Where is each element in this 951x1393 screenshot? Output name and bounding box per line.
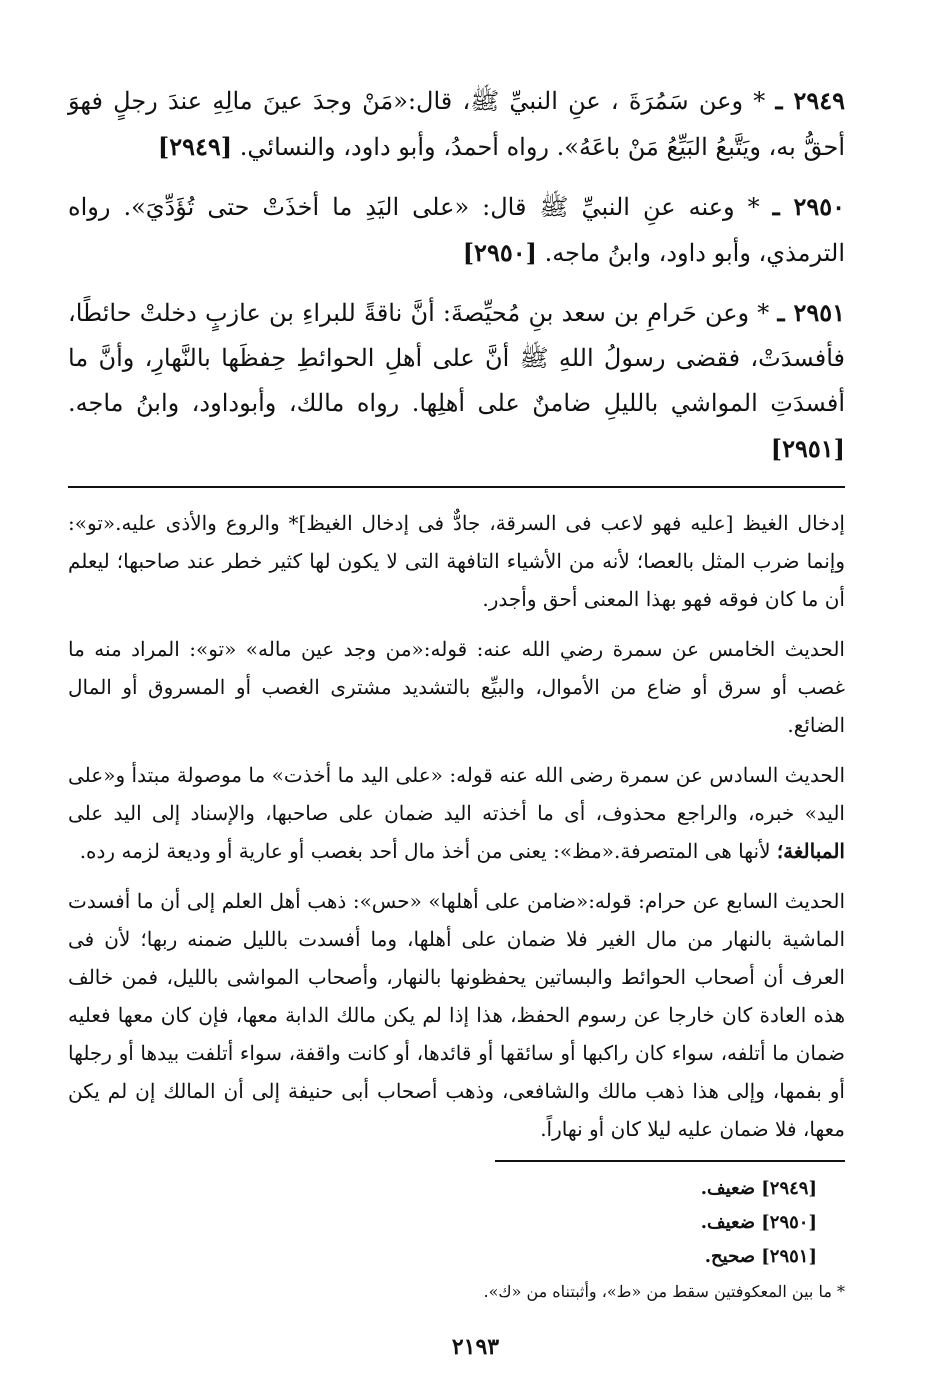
commentary-paragraph: الحديث الخامس عن سمرة رضي الله عنه: قوله:«من وجد عين ماله» «تو»: المراد منه ما غصب أو سرق أو ضاع من الأموال، والبيِّع بالتشديد مشترى الغصب أو المسروق أو المال الضائع.	[68, 637, 845, 737]
footnote-grade: [٢٩٥٠] ضعيف.	[700, 1212, 817, 1233]
footnotes-section	[68, 1172, 845, 1308]
footnote-divider	[495, 1160, 845, 1162]
hadith-text: * وعن سَمُرَةَ ، عنِ النبيِّ ﷺ، قال:«مَنْ وجدَ عينَ مالِهِ عندَ رجلٍ فهوَ أحقُّ به، ويَتَّبعُ البَيِّعُ مَنْ باعَهُ». رواه أحمدُ، وأبو داود، والنسائي.	[68, 87, 845, 161]
commentary-paragraph-sixth	[68, 756, 845, 870]
commentary-bold-term: المبالغة؛	[776, 839, 845, 863]
hadith-number: ٢٩٥١ ـ	[777, 298, 845, 327]
hadith-number: ٢٩٤٩ ـ	[775, 86, 845, 115]
footnote-grade: [٢٩٥١] صحيح.	[704, 1246, 817, 1267]
footnote-editorial-note: * ما بين المعكوفتين سقط من «ط»، وأثبتناه من «ك».	[483, 1282, 845, 1301]
hadith-reference: [٢٩٤٩]	[157, 132, 233, 161]
commentary-paragraph: إدخال الغيظ [عليه فهو لاعب فى السرقة، جادٌّ فى إدخال الغيظ]* والروع والأذى عليه.«تو»: وإنما ضرب المثل بالعصا؛ لأنه من الأشياء التافهة التى لا يكون لها كثير خطر عند صاحبها؛ ليعلم أن ما كان فوقه فهو بهذا المعنى أحق وأجدر.	[68, 511, 845, 611]
hadith-section	[68, 78, 845, 472]
commentary-text: الحديث السادس عن سمرة رضى الله عنه قوله: «على اليد ما أخذت» ما موصولة مبتدأ و«على اليد» خبره، والراجع محذوف، أى ما أخذته اليد ضمان على صاحبها، والإسناد إلى اليد على	[68, 763, 845, 825]
hadith-number: ٢٩٥٠ ـ	[772, 192, 845, 221]
commentary-paragraph: الحديث السابع عن حرام: قوله:«ضامن على أهلها» «حس»: ذهب أهل العلم إلى أن ما أفسدت الماشية بالنهار من مال الغير فلا ضمان على أهلها، وما أفسدت بالليل ضمنه ربها؛ لأن فى العرف أن أصحاب الحوائط والبساتين يحفظونها بالنهار، وأصحاب المواشى بالليل، فمن خالف هذه العادة كان خارجا عن رسوم الحفظ، هذا إذا لم يكن مالك الدابة معها، فإن كان معها فعليه ضمان ما أتلفه، سواء كان راكبها أو سائقها أو قائدها، أو كانت واقفة، سواء أتلفت بيدها أو رجلها أو بفمها، وإلى هذا ذهب مالك والشافعى، وذهب أصحاب أبى حنيفة إلى أن المالك إن لم يكن معها، فلا ضمان عليه ليلا كان أو نهاراً.	[68, 889, 846, 1141]
section-divider	[68, 486, 845, 488]
hadith-reference: [٢٩٥١]	[770, 434, 845, 463]
hadith-text: * وعن حَرامِ بن سعد بنِ مُحيِّصةَ: أنَّ ناقةً للبراءِ بن عازبٍ دخلتْ حائطًا، فأفسدَتْ، فقضى رسولُ اللهِ ﷺ أنَّ على أهلِ الحوائطِ حِفظَها بالنَّهارِ، وأنَّ ما أفسدَتِ المواشي بالليلِ ضامنٌ على أهلِها. رواه مالك، وأبوداود، وابنُ ماجه.	[68, 299, 845, 417]
page-number: ٢١٩٣	[451, 1334, 500, 1360]
footnote-grade: [٢٩٤٩] ضعيف.	[700, 1178, 817, 1199]
commentary-text: لأنها هى المتصرفة.«مظ»: يعنى من أخذ مال أحد بغصب أو عارية أو وديعة لزمه رده.	[79, 839, 771, 863]
hadith-2951	[68, 290, 845, 472]
commentary-section	[68, 504, 845, 1148]
hadith-2950	[68, 184, 845, 276]
hadith-text: * وعنه عنِ النبيِّ ﷺ قال: «على اليَدِ ما أخذَتْ حتى تُؤَدِّيَ». رواه الترمذي، وأبو داود، وابنُ ماجه.	[68, 193, 845, 267]
hadith-2949	[68, 78, 845, 170]
hadith-reference: [٢٩٥٠]	[462, 238, 537, 267]
